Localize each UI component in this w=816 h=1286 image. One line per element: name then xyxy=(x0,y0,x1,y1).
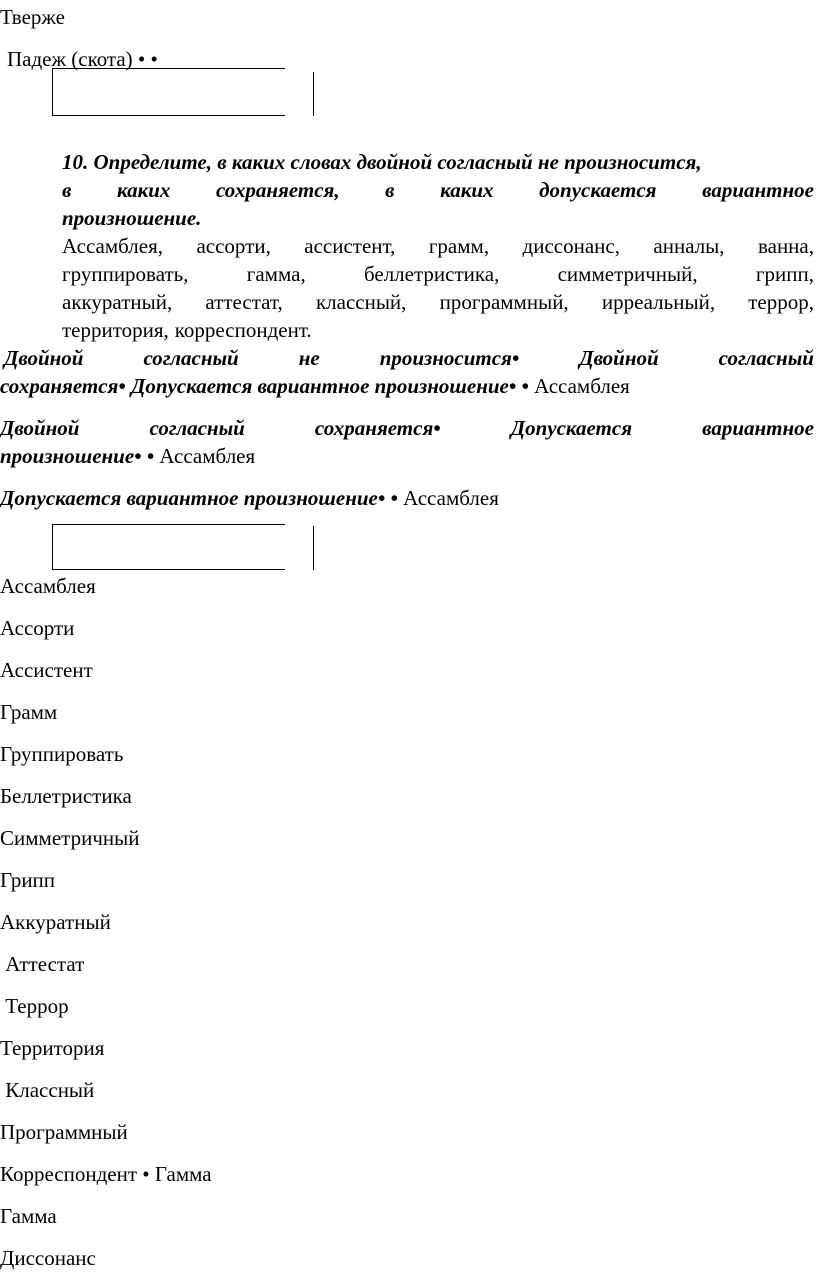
task-word: грамм, xyxy=(428,234,490,258)
categories-line4-plain: Ассамблея xyxy=(154,444,256,468)
title-line2-word: допускается xyxy=(539,178,657,202)
task-word: аттестат, xyxy=(205,290,283,314)
task-word: ирреальный, xyxy=(601,290,716,314)
title-line2-word: в xyxy=(385,178,395,202)
categories-line3-word: Допускается xyxy=(510,416,633,440)
categories-line4-bold: произношение• • xyxy=(0,444,155,468)
task-word: грипп, xyxy=(755,262,814,286)
categories-line5 xyxy=(0,484,499,512)
task-word: группировать, xyxy=(62,262,189,286)
box-divider-2 xyxy=(313,526,314,570)
case-line-text: Падеж (скота) xyxy=(7,47,133,71)
categories-line3-word: Двойной xyxy=(0,416,80,440)
title-line2-word: сохраняется, xyxy=(215,178,340,202)
title-line2-word: каких xyxy=(116,178,171,202)
task-words-row xyxy=(62,260,814,288)
task-words xyxy=(62,232,814,344)
categories-line2 xyxy=(0,372,630,400)
task-words-row xyxy=(62,316,814,344)
task-word: ассорти, xyxy=(196,234,271,258)
word-list-item: Симметричный xyxy=(0,826,140,850)
title-line2-word: в xyxy=(62,178,72,202)
word-list-item: Террор xyxy=(0,994,69,1018)
task-word: корреспондент. xyxy=(174,318,312,342)
word-list-item: Гамма xyxy=(0,1204,57,1228)
title-line2-word: каких xyxy=(440,178,494,202)
categories-line2-bold: сохраняется• Допускается вариантное произношение• • xyxy=(0,374,529,398)
word-list-item: Ассамблея xyxy=(0,574,96,598)
task-word: анналы, xyxy=(653,234,725,258)
task-word: программный, xyxy=(439,290,569,314)
task-word: территория, xyxy=(62,318,169,342)
task-word: диссонанс, xyxy=(522,234,620,258)
categories-line1-word: не xyxy=(298,346,320,370)
word-list-item: Классный xyxy=(0,1078,95,1102)
word-list-item: Ассистент xyxy=(0,658,93,682)
categories-line4 xyxy=(0,442,255,470)
categories-line3 xyxy=(0,414,814,442)
word-list-item: Корреспондент • Гамма xyxy=(0,1162,212,1186)
word-list-item: Грипп xyxy=(0,868,56,892)
case-line-marks: • • xyxy=(137,47,158,71)
word-list-item: Аккуратный xyxy=(0,910,111,934)
word-list-item: Ассорти xyxy=(0,616,75,640)
task-word: террор, xyxy=(748,290,814,314)
categories-line3-word: вариантное xyxy=(702,416,814,440)
categories-line5-bold: Допускается вариантное произношение• • xyxy=(0,486,398,510)
task-word: классный, xyxy=(315,290,407,314)
task-word: ассистент, xyxy=(304,234,396,258)
task-title-line1: 10. Определите, в каких словах двойной согласный не произносится, xyxy=(62,150,702,174)
task-word: Ассамблея, xyxy=(62,234,164,258)
word-list-item: Аттестат xyxy=(0,952,85,976)
categories-line1-word: согласный xyxy=(143,346,239,370)
categories-line5-plain: Ассамблея xyxy=(397,486,499,510)
heading-top: Тверже xyxy=(0,5,65,29)
title-line2-word: вариантное xyxy=(702,178,814,202)
task-word: аккуратный, xyxy=(62,290,173,314)
categories-line3-word: сохраняется• xyxy=(314,416,441,440)
categories-line3-word: согласный xyxy=(149,416,245,440)
categories-line1 xyxy=(4,344,814,372)
task-word: симметричный, xyxy=(557,262,698,286)
categories-line1-word: Двойной xyxy=(579,346,659,370)
word-list-item: Программный xyxy=(0,1120,128,1144)
word-list-item: Территория xyxy=(0,1036,105,1060)
word-list-item: Диссонанс xyxy=(0,1246,96,1270)
word-list-item: Группировать xyxy=(0,742,124,766)
answer-box-1[interactable] xyxy=(52,68,285,116)
task-word: гамма, xyxy=(246,262,306,286)
categories-line1-word: согласный xyxy=(718,346,814,370)
categories-line2-plain: Ассамблея xyxy=(528,374,630,398)
task-word: ванна, xyxy=(757,234,814,258)
task-words-row xyxy=(62,232,814,260)
word-list-item: Грамм xyxy=(0,700,58,724)
task-word: беллетристика, xyxy=(363,262,500,286)
categories-line1-word: Двойной xyxy=(4,346,84,370)
word-list-item: Беллетристика xyxy=(0,784,132,808)
answer-box-2[interactable] xyxy=(52,524,285,570)
task-title-line3: произношение. xyxy=(62,206,202,230)
task-title-line2 xyxy=(62,176,814,204)
task-words-row xyxy=(62,288,814,316)
box-divider-1 xyxy=(313,72,314,116)
categories-line1-word: произносится• xyxy=(379,346,520,370)
